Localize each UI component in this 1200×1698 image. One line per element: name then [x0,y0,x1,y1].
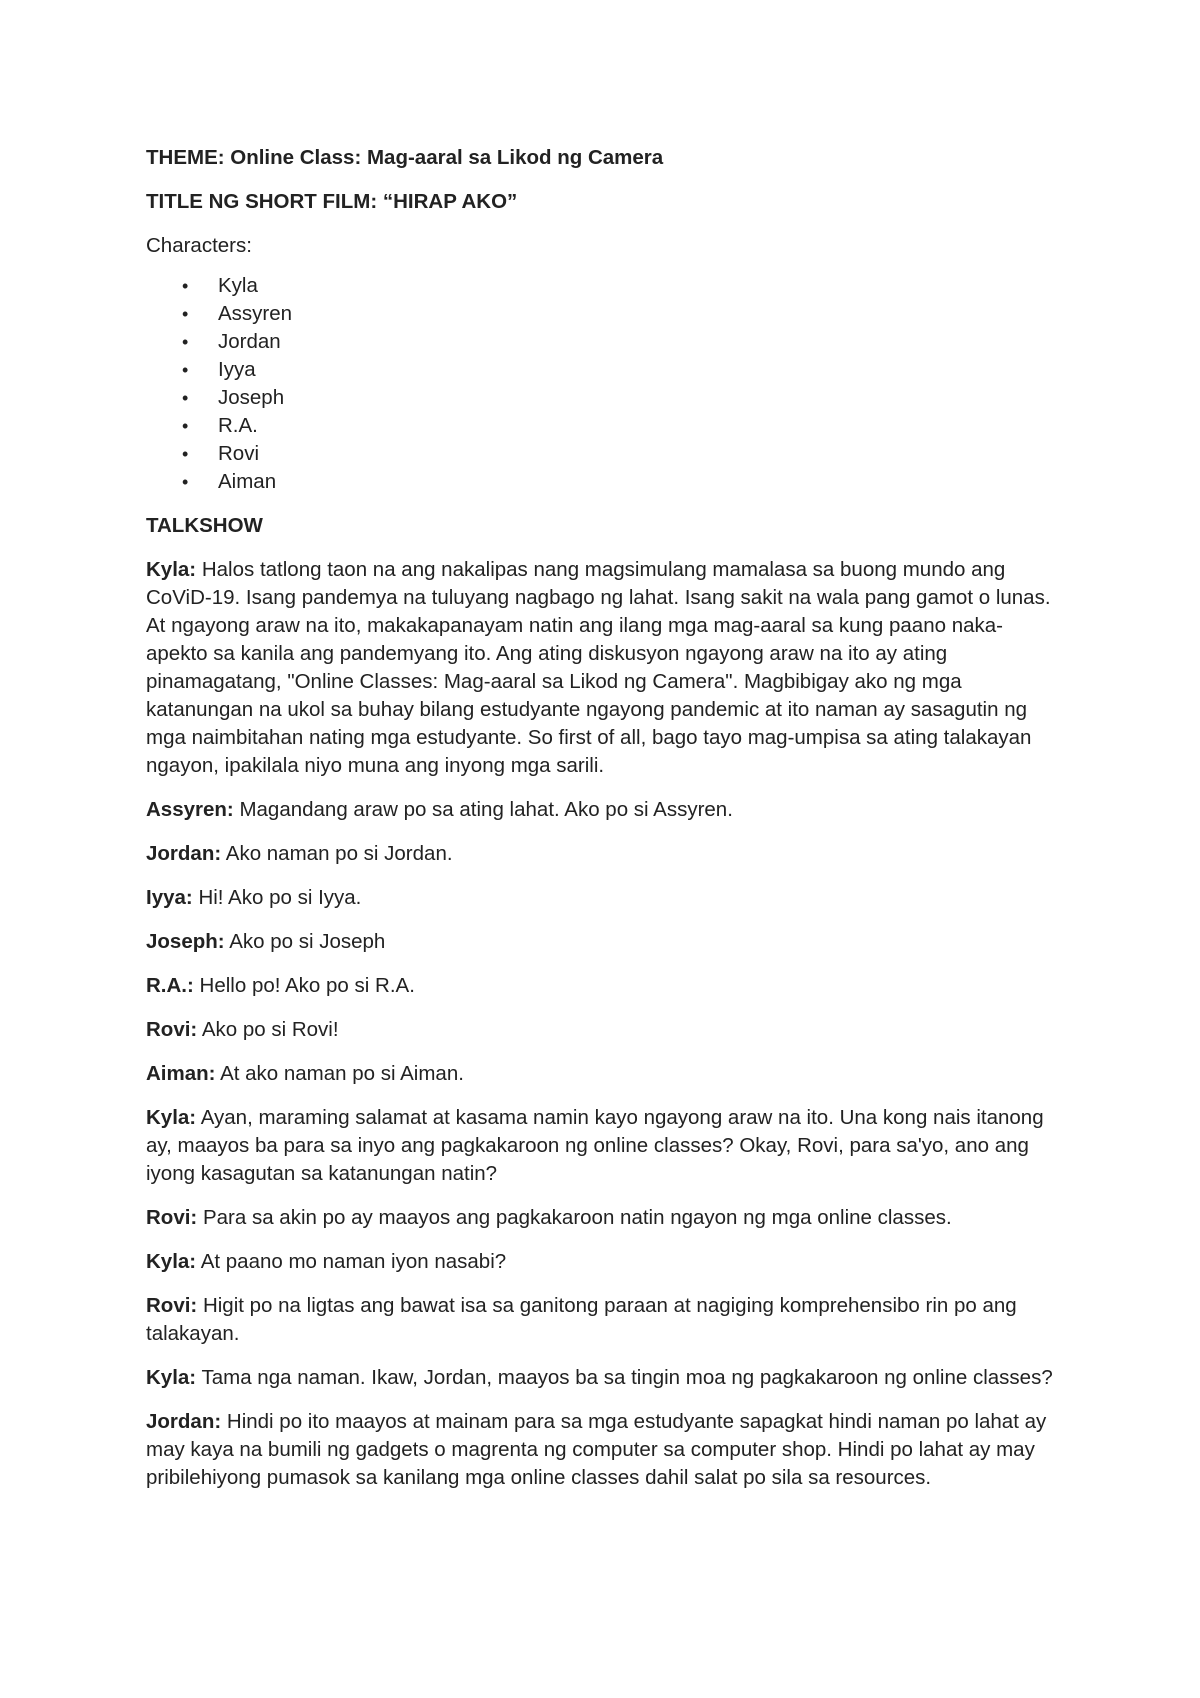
character-name: Iyya [218,358,256,381]
dialogue-text: Ako po si Joseph [229,930,386,953]
speaker-name: Aiman: [146,1062,216,1085]
bullet-icon: • [182,472,189,492]
dialogue-line [146,884,1058,912]
list-item [146,272,1058,300]
speaker-name: Kyla: [146,1106,197,1129]
character-name: Joseph [218,386,285,409]
speaker-name: Rovi: [146,1206,198,1229]
list-item [146,384,1058,412]
bullet-icon: • [182,332,189,352]
speaker-name: Jordan: [146,1410,222,1433]
speaker-name: Kyla: [146,558,197,581]
speaker-name: Jordan: [146,842,222,865]
dialogue-line [146,796,1058,824]
dialogue-text: Ayan, maraming salamat at kasama namin kayo ngayong araw na ito. Una kong nais itanong ay, maayos ba para sa inyo ang pagkakaroon ng online classes? Okay, Rovi, para sa'yo, ano ang iyong kasagutan sa katanungan natin? [146,1106,1044,1185]
dialogue-line [146,972,1058,1000]
speaker-name: Kyla: [146,1366,197,1389]
character-name: Jordan [218,330,281,353]
bullet-icon: • [182,444,189,464]
list-item [146,356,1058,384]
character-name: Aiman [218,470,277,493]
talkshow-heading: TALKSHOW [146,514,263,537]
bullet-icon: • [182,304,189,324]
dialogue-line [146,1104,1058,1188]
speaker-name: Rovi: [146,1018,198,1041]
theme-heading: THEME: Online Class: Mag-aaral sa Likod ng Camera [146,146,664,169]
dialogue-text: At paano mo naman iyon nasabi? [200,1250,507,1273]
list-item [146,440,1058,468]
dialogue-text: At ako naman po si Aiman. [220,1062,464,1085]
speaker-name: Joseph: [146,930,225,953]
characters-label: Characters: [146,234,252,257]
dialogue-line [146,840,1058,868]
bullet-icon: • [182,276,189,296]
dialogue-text: Ako po si Rovi! [201,1018,339,1041]
dialogue-text: Hindi po ito maayos at mainam para sa mga estudyante sapagkat hindi naman po lahat ay may kaya na bumili ng gadgets o magrenta ng computer sa computer shop. Hindi po lahat ay may pribilehiyong pumasok sa kanilang mga online classes dahil salat po sila sa resources. [146,1410,1047,1489]
dialogue-line [146,928,1058,956]
speaker-name: Iyya: [146,886,193,909]
dialogue-line [146,1204,1058,1232]
dialogue-text: Halos tatlong taon na ang nakalipas nang magsimulang mamalasa sa buong mundo ang CoViD-19. Isang pandemya na tuluyang nagbago ng lahat. Isang sakit na wala pang gamot o lunas. At ngayong araw na ito, makakapanayam natin ang ilang mga mag-aaral sa kung paano naka-apekto sa kanila ang pandemyang ito. Ang ating diskusyon ngayong araw na ito ay ating pinamagatang, "Online Classes: Mag-aaral sa Likod ng Camera". Magbibigay ako ng mga katanungan na ukol sa buhay bilang estudyante ngayong pandemic at ito naman ay sasagutin ng mga naimbitahan nating mga estudyante. So first of all, bago tayo mag-umpisa sa ating talakayan ngayon, ipakilala niyo muna ang inyong mga sarili. [146,558,1051,777]
bullet-icon: • [182,416,189,436]
dialogue-text: Para sa akin po ay maayos ang pagkakaroon natin ngayon ng mga online classes. [202,1206,952,1229]
character-name: Rovi [218,442,260,465]
dialogue-line [146,1016,1058,1044]
list-item [146,412,1058,440]
dialogue-text: Higit po na ligtas ang bawat isa sa ganitong paraan at nagiging komprehensibo rin po ang talakayan. [146,1294,1017,1345]
document-body [146,144,1058,1508]
dialogue-line [146,1408,1058,1492]
dialogue-line [146,1060,1058,1088]
bullet-icon: • [182,360,189,380]
character-name: Assyren [218,302,293,325]
dialogue-line [146,1292,1058,1348]
dialogue-text: Magandang araw po sa ating lahat. Ako po si Assyren. [239,798,733,821]
film-title-heading: TITLE NG SHORT FILM: “HIRAP AKO” [146,190,518,213]
dialogue-text: Hi! Ako po si Iyya. [198,886,362,909]
speaker-name: Assyren: [146,798,234,821]
list-item [146,468,1058,496]
list-item [146,300,1058,328]
character-name: Kyla [218,274,258,297]
speaker-name: Kyla: [146,1250,197,1273]
bullet-icon: • [182,388,189,408]
dialogue-line [146,556,1058,780]
dialogue-text: Ako naman po si Jordan. [225,842,453,865]
speaker-name: R.A.: [146,974,194,997]
list-item [146,328,1058,356]
dialogue-line [146,1364,1058,1392]
speaker-name: Rovi: [146,1294,198,1317]
character-name: R.A. [218,414,258,437]
dialogue-text: Hello po! Ako po si R.A. [199,974,415,997]
characters-list [146,272,1058,496]
dialogue-text: Tama nga naman. Ikaw, Jordan, maayos ba sa tingin moa ng pagkakaroon ng online classes? [201,1366,1053,1389]
dialogue-line [146,1248,1058,1276]
